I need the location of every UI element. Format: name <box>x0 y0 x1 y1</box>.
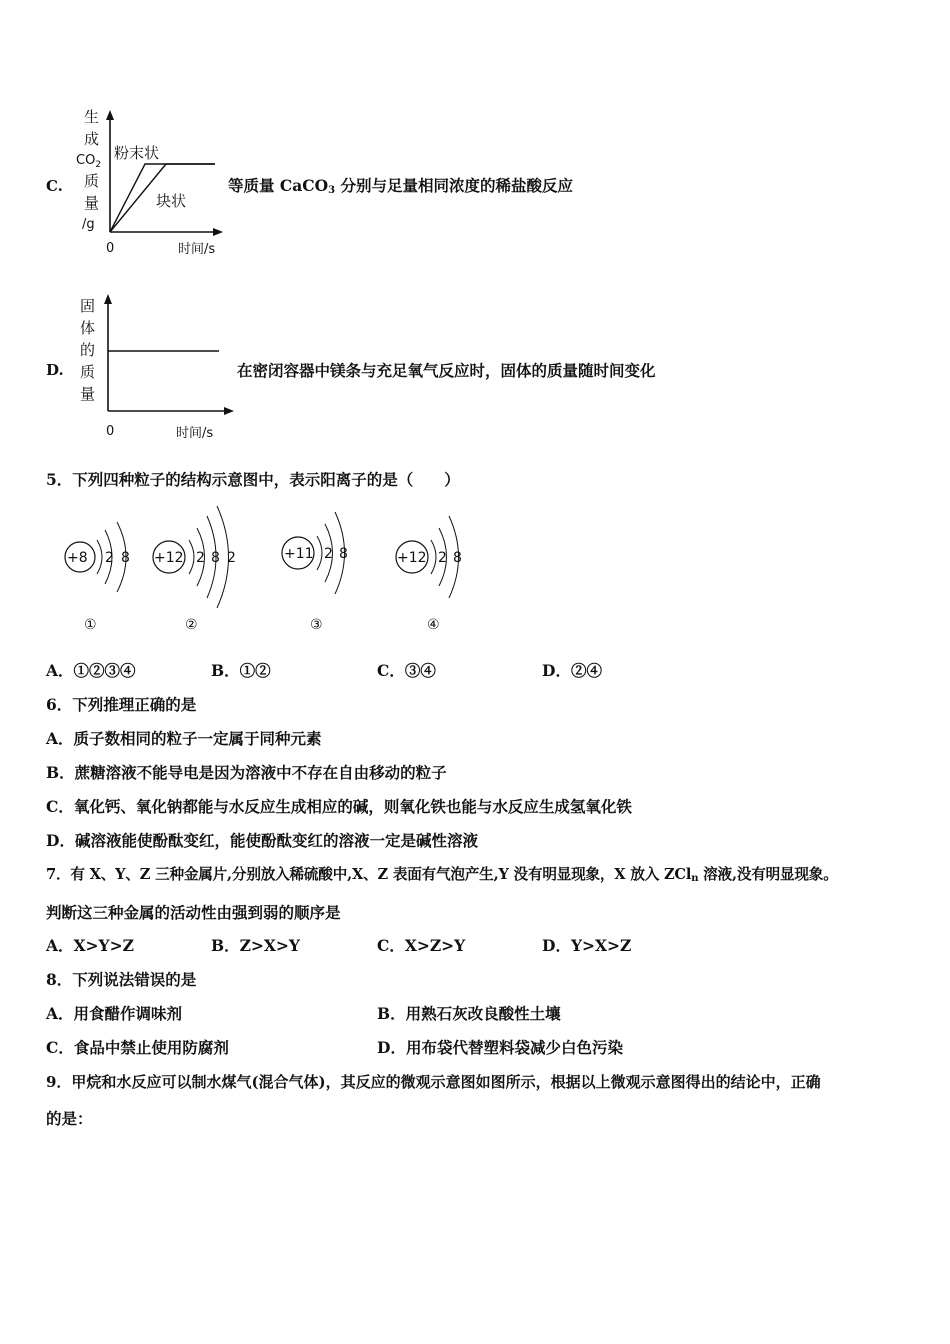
atom-label: ④ <box>427 617 440 633</box>
atom-diagram-3 <box>282 512 348 633</box>
shell-electrons: 8 <box>453 550 462 566</box>
q7-option-b[interactable]: B．Z>X>Y <box>211 936 300 955</box>
q6-option-d[interactable]: D．碱溶液能使酚酞变红，能使酚酞变红的溶液一定是碱性溶液 <box>46 831 478 850</box>
nucleus-charge: +12 <box>154 550 184 566</box>
q7-stem-line2: 判断这三种金属的活动性由强到弱的顺序是 <box>46 903 341 922</box>
particle-structure-diagrams <box>55 500 475 640</box>
atom-diagram-2 <box>153 506 236 633</box>
chart-d-ylabel-char: 的 <box>80 341 96 359</box>
chart-c-ylabel-unit: /g <box>82 217 95 232</box>
atom-label: ③ <box>310 617 323 633</box>
atom-label: ① <box>84 617 97 633</box>
q5-option-a[interactable]: A．①②③④ <box>46 661 136 680</box>
chart-d-ylabel-char: 体 <box>80 319 96 337</box>
q9-stem: 9．甲烷和水反应可以制水煤气(混合气体)，其反应的微观示意图如图所示，根据以上微观示意图得出的结论中，正确 <box>46 1073 821 1091</box>
q8-option-c[interactable]: C．食品中禁止使用防腐剂 <box>46 1038 229 1057</box>
shell-electrons: 2 <box>438 550 447 566</box>
shell-electrons: 2 <box>196 550 205 566</box>
q6-option-c[interactable]: C．氧化钙、氧化钠都能与水反应生成相应的碱，则氧化铁也能与水反应生成氢氧化铁 <box>46 797 632 816</box>
q7-option-c[interactable]: C．X>Z>Y <box>377 936 466 955</box>
chart-d-origin: 0 <box>106 424 115 439</box>
atom-diagram-4 <box>396 516 462 633</box>
option-d-letter: D. <box>46 361 64 379</box>
chart-c-y-arrow <box>106 110 114 120</box>
chart-c-ylabel-char: 生 <box>84 108 100 126</box>
series-powder-label: 粉末状 <box>114 144 160 162</box>
chart-c-ylabel-co: $CO_2$ <box>76 153 102 170</box>
q7-option-d[interactable]: D．Y>X>Z <box>542 936 632 955</box>
shell-electrons: 8 <box>121 550 130 566</box>
shell-electrons: 2 <box>227 550 236 566</box>
q9-stem-line2: 的是： <box>46 1109 93 1128</box>
q6-option-a[interactable]: A．质子数相同的粒子一定属于同种元素 <box>46 729 322 748</box>
option-d-description: 在密闭容器中镁条与充足氧气反应时，固体的质量随时间变化 <box>237 361 656 380</box>
q5-option-d[interactable]: D．②④ <box>542 661 602 680</box>
nucleus-charge: +12 <box>397 550 427 566</box>
shell-electrons: 2 <box>105 550 114 566</box>
nucleus-charge: +8 <box>67 550 88 566</box>
chart-c-ylabel-char: 量 <box>84 194 100 212</box>
q5-stem: 5．下列四种粒子的结构示意图中，表示阳离子的是（ ） <box>46 470 460 489</box>
chart-d-ylabel-char: 固 <box>80 297 96 315</box>
q8-option-d[interactable]: D．用布袋代替塑料袋减少白色污染 <box>377 1038 623 1057</box>
option-c-letter: C. <box>46 177 63 195</box>
atom-label: ② <box>185 617 198 633</box>
chart-c-ylabel-char: 质 <box>84 172 100 190</box>
shell-electrons: 8 <box>339 546 348 562</box>
q6-option-b[interactable]: B．蔗糖溶液不能导电是因为溶液中不存在自由移动的粒子 <box>46 763 447 782</box>
series-block-label: 块状 <box>156 192 187 210</box>
option-c-description: 等质量 CaCO$_3$ 分别与足量相同浓度的稀盐酸反应 <box>228 176 573 196</box>
chart-d-x-arrow <box>224 407 234 415</box>
q7-stem: 7．有 X、Y、Z 三种金属片,分别放入稀硫酸中,X、Z 表面有气泡产生,Y 没有明显现象，X 放入 ZCl$_n$ 溶液,没有明显现象。 <box>46 866 838 884</box>
q5-option-c[interactable]: C．③④ <box>377 661 436 680</box>
chart-c-xlabel: 时间/s <box>178 242 216 257</box>
q8-stem: 8．下列说法错误的是 <box>46 970 197 989</box>
chart-d-xlabel: 时间/s <box>176 426 214 441</box>
shell-electrons: 2 <box>324 546 333 562</box>
shell-electrons: 8 <box>211 550 220 566</box>
chart-c-origin: 0 <box>106 241 115 256</box>
solid-mass-chart <box>70 285 240 445</box>
q8-option-a[interactable]: A．用食醋作调味剂 <box>46 1004 183 1023</box>
chart-c-ylabel-char: 成 <box>84 130 100 148</box>
co2-mass-chart <box>70 100 230 265</box>
chart-d-ylabel-char: 量 <box>80 385 96 403</box>
chart-d-ylabel-char: 质 <box>80 363 96 381</box>
chart-d-y-arrow <box>104 294 112 304</box>
q7-option-a[interactable]: A．X>Y>Z <box>46 936 134 955</box>
atom-diagram-1 <box>65 522 130 633</box>
q6-stem: 6．下列推理正确的是 <box>46 695 197 714</box>
q5-option-b[interactable]: B．①② <box>211 661 271 680</box>
q8-option-b[interactable]: B．用熟石灰改良酸性土壤 <box>377 1004 561 1023</box>
chart-c-x-arrow <box>213 228 223 236</box>
nucleus-charge: +11 <box>284 546 314 562</box>
